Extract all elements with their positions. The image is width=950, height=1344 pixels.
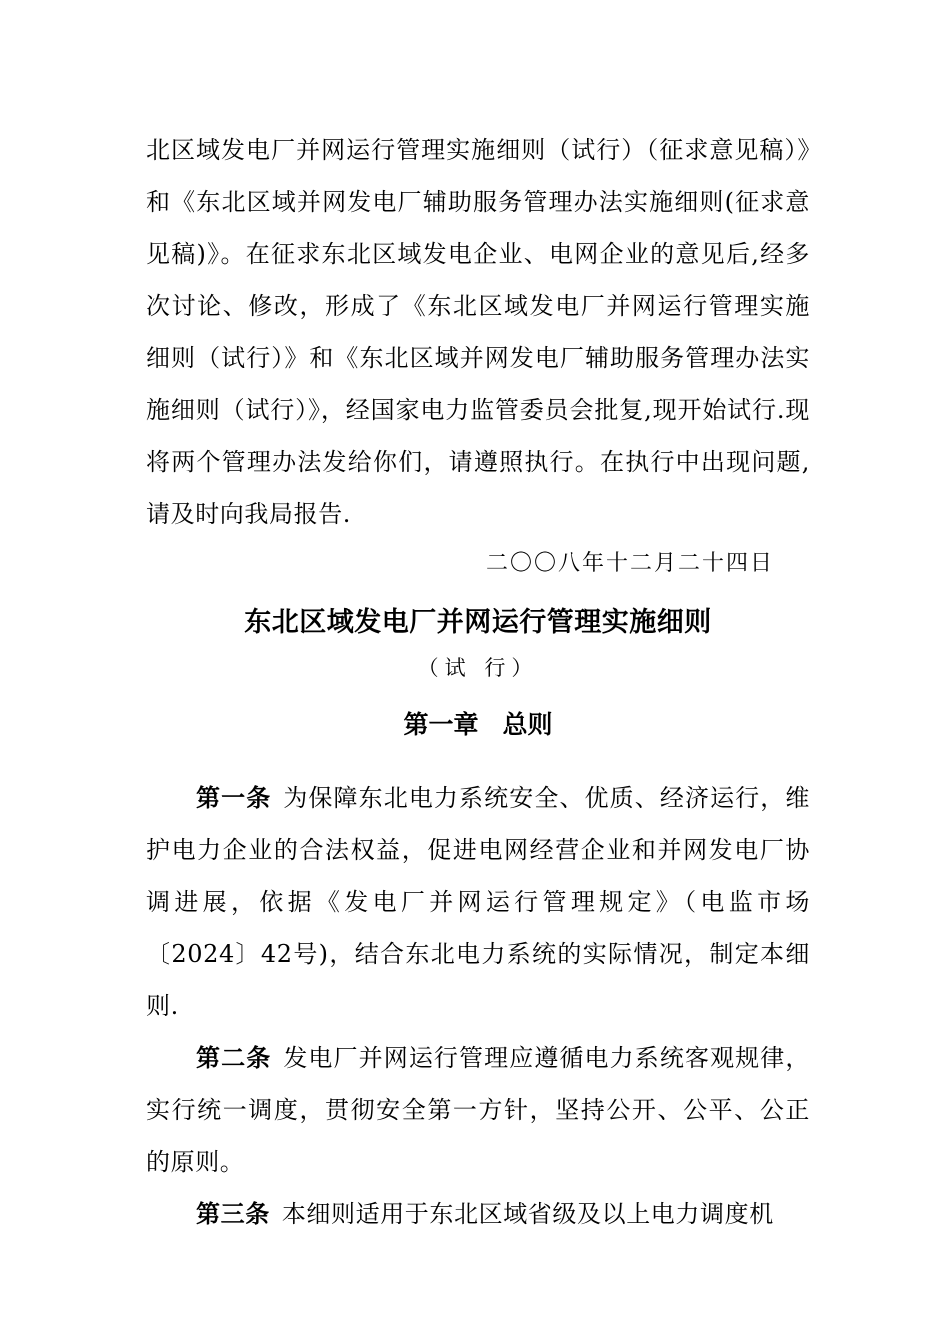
document-subtitle: （试 行）: [417, 656, 539, 680]
article-1: [146, 772, 810, 1032]
chapter-number: 第一章: [403, 710, 479, 739]
article-text: 本细则适用于东北区域省级及以上电力调度机: [281, 1200, 774, 1228]
chapter-heading: [146, 700, 810, 750]
article-text: 为保障东北电力系统安全、优质、经济运行，维护电力企业的合法权益，促进电网经营企业和并网发电厂协调进展，依据《发电厂并网运行管理规定》（电监市场〔2024〕42号)，结合东北电力系统的实际情况，制定本细则.: [146, 784, 810, 1020]
document-title: 东北区域发电厂并网运行管理实施细则: [244, 607, 712, 638]
article-2: [146, 1032, 810, 1188]
chapter-name: 总则: [502, 710, 553, 739]
intro-paragraph: 北区域发电厂并网运行管理实施细则（试行）（征求意见稿）》和《东北区域并网发电厂辅助服务管理办法实施细则(征求意见稿)》。在征求东北区域发电企业、电网企业的意见后,经多次讨论、修改，形成了《东北区域发电厂并网运行管理实施细则（试行）》和《东北区域并网发电厂辅助服务管理办法实施细则（试行）》，经国家电力监管委员会批复,现开始试行.现将两个管理办法发给你们，请遵照执行。在执行中出现问题,请及时向我局报告.: [146, 136, 810, 528]
issue-date: 二〇〇八年十二月二十四日: [485, 551, 774, 576]
article-text: 发电厂并网运行管理应遵循电力系统客观规律，实行统一调度，贯彻安全第一方针，坚持公开、公平、公正的原则。: [146, 1044, 810, 1176]
article-3: [146, 1188, 810, 1240]
article-label: 第三条: [196, 1200, 270, 1228]
document-page: [146, 124, 810, 1240]
article-label: 第一条: [196, 784, 272, 812]
article-label: 第二条: [196, 1044, 272, 1072]
